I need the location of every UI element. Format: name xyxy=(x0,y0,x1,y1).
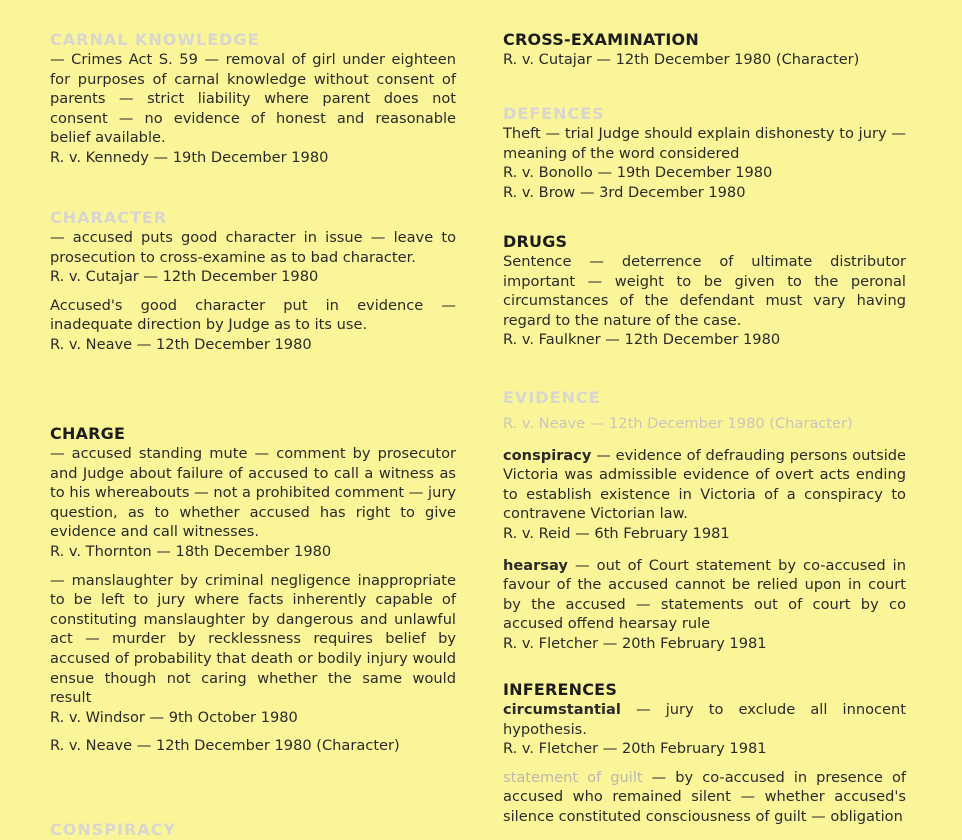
section-defences xyxy=(503,104,906,202)
section-text: Accused's good character put in evidence — inadequate direction by Judge as to its use. xyxy=(50,296,456,334)
case-citation: R. v. Kennedy — 19th December 1980 xyxy=(50,148,329,166)
section-text: — accused standing mute — comment by prosecutor and Judge about failure of accused to call a witness as to his whereabouts — not a prohibited comment — jury question, as to whether accused has right to give evidence and call witnesses. xyxy=(50,445,456,541)
subheading: conspiracy xyxy=(503,446,592,464)
section-text: — accused puts good character in issue — leave to prosecution to cross-examine as to bad character. xyxy=(50,229,456,266)
section-text: Theft — trial Judge should explain dishonesty to jury — meaning of the word considered xyxy=(503,125,906,162)
section-heading: EVIDENCE xyxy=(503,388,601,407)
subheading: hearsay xyxy=(503,556,568,574)
section-heading: INFERENCES xyxy=(503,680,618,699)
section-carnal-knowledge xyxy=(50,30,456,168)
subheading: circumstantial xyxy=(503,701,621,718)
case-citation: R. v. Neave — 12th December 1980 (Character) xyxy=(50,737,400,755)
subheading: statement of guilt xyxy=(503,768,643,786)
section-text: — manslaughter by criminal negligence inappropriate to be left to jury where facts inherently capable of constituting manslaughter by dangerous and unlawful act — murder by recklessness requires belief by accused of probability that death or bodily injury would ensue though not caring whether the same would result xyxy=(50,571,456,707)
section-heading: DRUGS xyxy=(503,232,568,251)
section-heading: CHARGE xyxy=(50,424,126,443)
case-citation: R. v. Fletcher — 20th February 1981 xyxy=(503,740,767,758)
case-citation: R. v. Brow — 3rd December 1980 xyxy=(503,183,746,201)
case-citation: R. v. Windsor — 9th October 1980 xyxy=(50,708,298,726)
section-heading: DEFENCES xyxy=(503,104,605,123)
section-text: hearsay — out of Court statement by co-accused in favour of the accused cannot be relied upon in court by the accused — statements out of court by co accused offend hearsay rule xyxy=(503,556,906,633)
section-text: Sentence — deterrence of ultimate distributor important — weight to be given to the peronal circumstances of the defendant must vary having regard to the nature of the case. xyxy=(503,253,906,329)
section-cross-examination xyxy=(503,30,906,70)
case-citation: R. v. Neave — 12th December 1980 xyxy=(50,335,312,353)
case-citation: R. v. Cutajar — 12th December 1980 (Character) xyxy=(503,51,860,68)
case-citation: R. v. Bonollo — 19th December 1980 xyxy=(503,164,773,182)
section-character xyxy=(50,208,456,355)
case-citation: R. v. Fletcher — 20th February 1981 xyxy=(503,634,767,652)
section-text: circumstantial — jury to exclude all innocent hypothesis. xyxy=(503,701,907,738)
section-conspiracy xyxy=(50,820,456,840)
case-citation: R. v. Thornton — 18th December 1980 xyxy=(50,542,332,560)
section-heading: CROSS-EXAMINATION xyxy=(503,30,699,49)
section-heading: CONSPIRACY xyxy=(50,820,176,839)
section-inferences xyxy=(503,680,906,827)
case-citation: R. v. Cutajar — 12th December 1980 xyxy=(50,268,319,286)
section-text: conspiracy — evidence of defrauding persons outside Victoria was admissible evidence of overt acts ending to establish existence in Victoria of a conspiracy to contravene Victorian law. xyxy=(503,446,906,523)
section-text: — Crimes Act S. 59 — removal of girl under eighteen for purposes of carnal knowledge without consent of parents — strict liability where parent does not consent — no evidence of honest and reasonable belief available. xyxy=(50,51,456,147)
section-heading: CHARACTER xyxy=(50,208,168,227)
section-charge xyxy=(50,424,456,756)
case-citation: R. v. Neave — 12th December 1980 (Character) xyxy=(503,415,853,432)
section-drugs xyxy=(503,232,906,350)
case-citation: R. v. Reid — 6th February 1981 xyxy=(503,524,730,542)
section-heading: CARNAL KNOWLEDGE xyxy=(50,30,260,49)
case-citation: R. v. Faulkner — 12th December 1980 xyxy=(503,331,781,349)
section-evidence xyxy=(503,388,906,654)
section-text: statement of guilt — by co-accused in presence of accused who remained silent — whether accused's silence constituted consciousness of guilt — obligation xyxy=(503,768,907,825)
